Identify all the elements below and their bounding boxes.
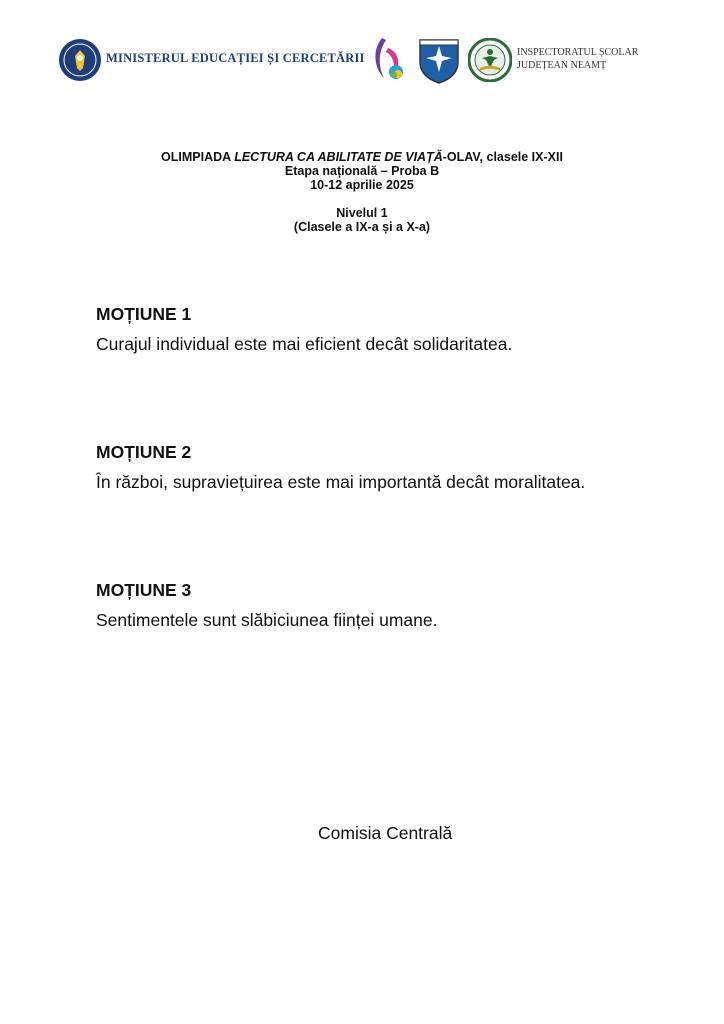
signature: Comisia Centrală: [318, 823, 453, 843]
motion-1: [96, 303, 696, 355]
motion-2: [96, 441, 696, 493]
motion-3: [96, 579, 696, 631]
county-crest-icon: [416, 36, 462, 84]
level-line: Nivelul 1: [336, 206, 388, 220]
motion-title: MOȚIUNE 1: [96, 304, 192, 324]
classes-line: (Clasele a IX-a și a X-a): [293, 220, 431, 234]
motion-title: MOȚIUNE 3: [96, 580, 192, 600]
isj-name-line2: JUDEȚEAN NEAMȚ: [517, 60, 607, 71]
olympiad-title-italic: LECTURA CA ABILITATE DE VIAȚĂ: [234, 150, 443, 164]
page-header: [58, 34, 648, 88]
ministry-name: MINISTERUL EDUCAȚIEI ȘI CERCETĂRII: [106, 51, 365, 65]
isj-name: [517, 46, 638, 72]
government-seal-icon: [58, 38, 102, 82]
date-line: 10-12 aprilie 2025: [310, 178, 414, 192]
stage-line: Etapa națională – Proba B: [284, 164, 440, 178]
isj-name-line1: INSPECTORATUL ȘCOLAR: [517, 47, 639, 58]
olympiad-title: OLIMPIADA LECTURA CA ABILITATE DE VIAȚĂ-OLAV, clasele IX-XII: [161, 150, 563, 164]
motion-text: Curajul individual este mai eficient decât solidaritatea.: [96, 334, 513, 354]
olympiad-title-block: [0, 150, 724, 234]
motion-title: MOȚIUNE 2: [96, 442, 192, 462]
olav-logo-icon: [370, 34, 406, 84]
isj-neamt-logo-icon: [468, 38, 512, 82]
motion-text: În război, supraviețuirea este mai importantă decât moralitatea.: [96, 472, 586, 492]
motion-text: Sentimentele sunt slăbiciunea ființei umane.: [96, 610, 438, 630]
